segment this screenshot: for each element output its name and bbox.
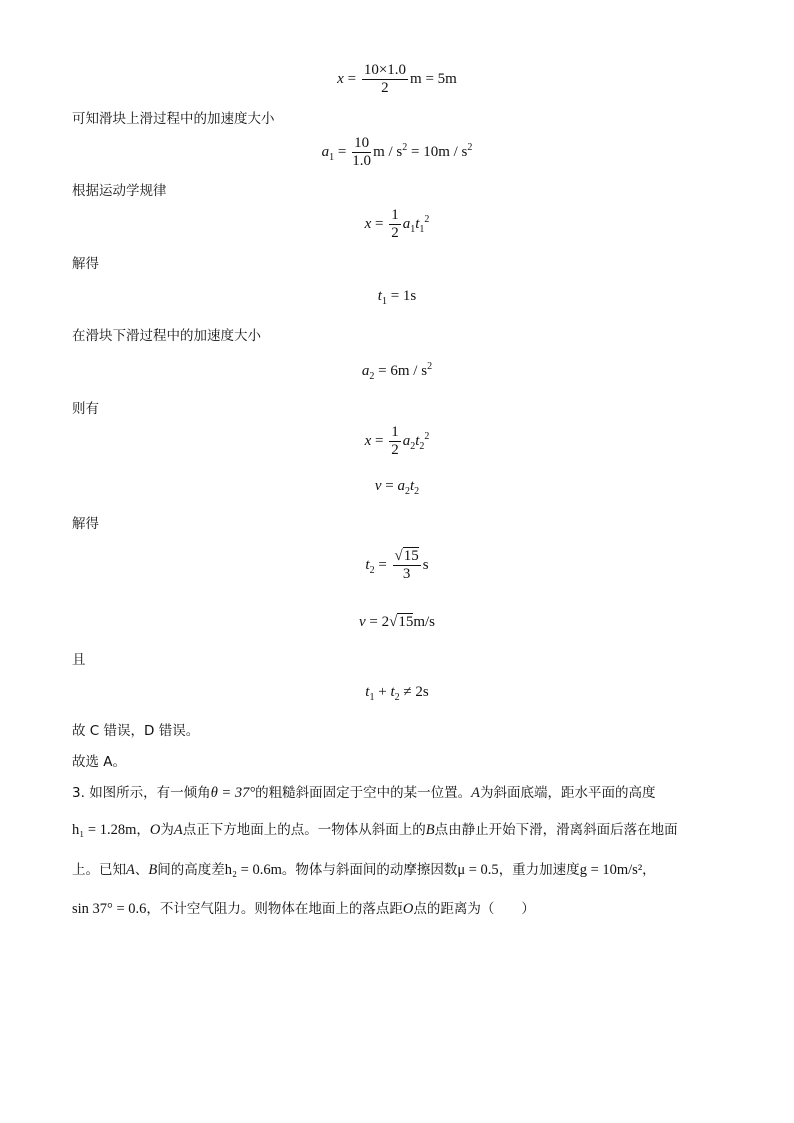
equation-time-down: $t_2$ = $\frac{√15}{3}$ s	[365, 548, 429, 582]
equation-velocity: $v = a_2t_2$	[374, 478, 420, 497]
question-line-2: h₁ = 1.28m，O为A点正下方地面上的点。一物体从斜面上的B点由静止开始下滑，滑离斜面后落在地面	[72, 822, 678, 838]
text-line: 在滑块下滑过程中的加速度大小	[72, 328, 261, 344]
equation-kinematics-up: x = $\frac{1}{2}$ $a_1t_1^2$	[364, 207, 430, 241]
question-line-3: 上。已知A、B间的高度差h₂ = 0.6m。物体与斜面间的动摩擦因数μ = 0.5，重力加速度g = 10m/s²，	[72, 862, 656, 878]
text-line: 解得	[72, 516, 99, 532]
question-line-4: sin 37° = 0.6，不计空气阻力。则物体在地面上的落点距O点的距离为（ ）	[72, 901, 535, 917]
text-line: 则有	[72, 401, 99, 417]
text-line: 解得	[72, 256, 99, 272]
text-line: 根据运动学规律	[72, 183, 167, 199]
text-line: 且	[72, 652, 86, 668]
text-line: 故 C 错误，D 错误。	[72, 723, 200, 739]
equation-acceleration-down: $a_2 = 6m / s^2$	[361, 361, 433, 382]
question-line-1: 3. 如图所示，有一倾角θ = 37°的粗糙斜面固定于空中的某一位置。A为斜面底端，距水平面的高度	[72, 785, 656, 801]
equation-acceleration-up: $a_1$ = $\frac{10}{1.0}$ $m / s^2 = 10m / s^2$	[321, 135, 473, 169]
equation-displacement: x = $\frac{10\times 1.0}{2}$ m = 5m	[337, 62, 457, 96]
text-line: 可知滑块上滑过程中的加速度大小	[72, 111, 275, 127]
equation-time-sum: $t_1 + t_2 \ne 2s$	[365, 684, 429, 703]
equation-kinematics-down: x = $\frac{1}{2}$ $a_2t_2^2$	[364, 424, 430, 458]
equation-velocity-result: v = 2√15m/s	[358, 614, 436, 630]
text-line: 故选 A。	[72, 754, 127, 770]
equation-time-up: $t_1 = 1s$	[377, 288, 417, 307]
